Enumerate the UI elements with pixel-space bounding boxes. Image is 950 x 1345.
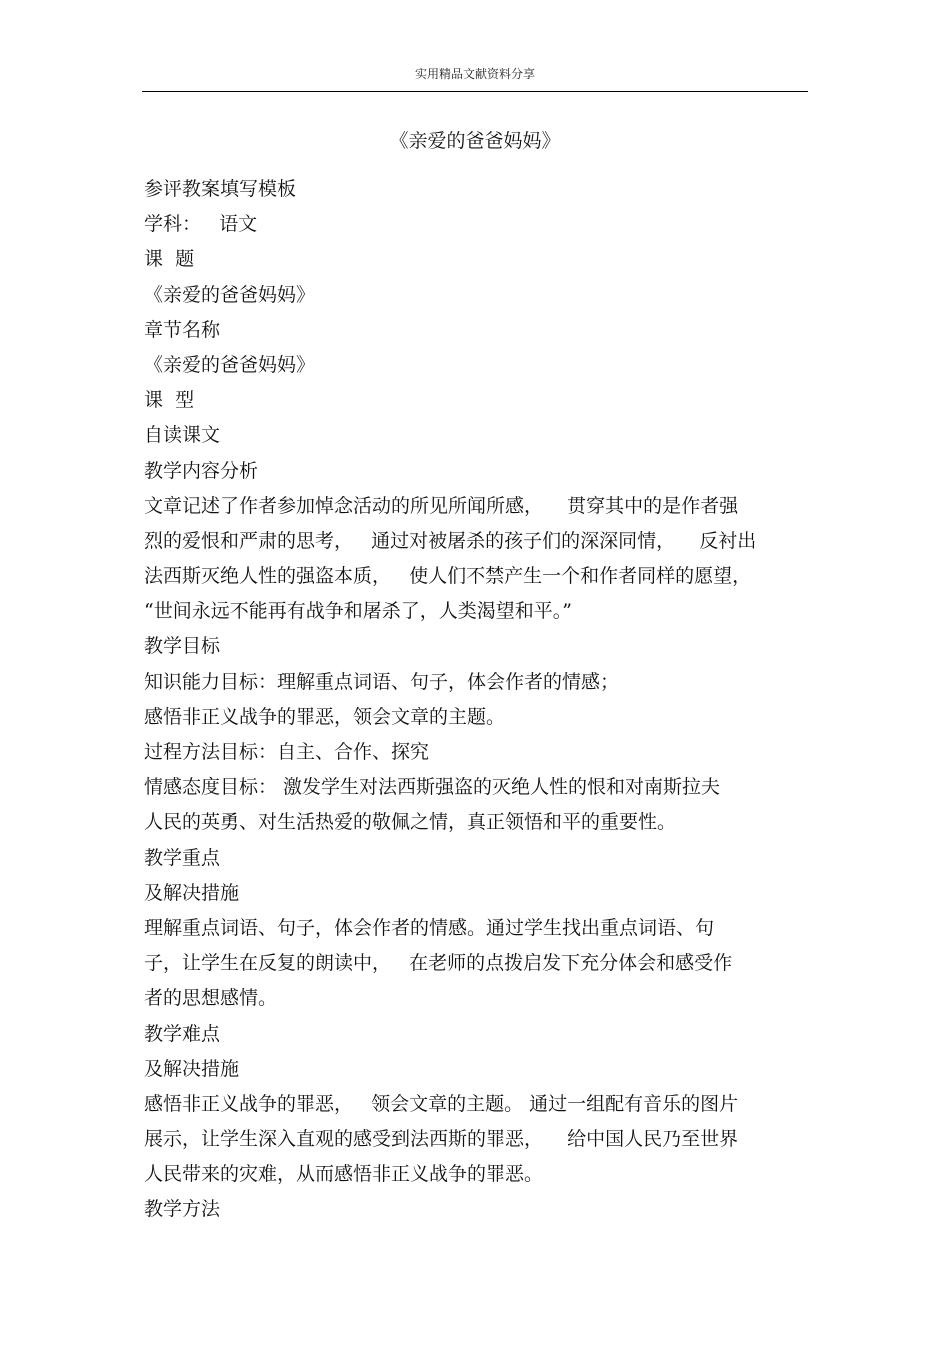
text-line: 法西斯灭绝人性的强盗本质， 使人们不禁产生一个和作者同样的愿望， [144,565,752,588]
text-line: 情感态度目标： 激发学生对法西斯强盗的灭绝人性的恨和对南斯拉夫 [144,776,721,799]
header-divider [142,91,808,92]
text-line: 知识能力目标：理解重点词语、句子，体会作者的情感； [144,670,620,693]
text-line: 教学难点 [144,1022,221,1045]
text-line: 参评教案填写模板 [144,178,297,200]
text-line: 展示，让学生深入直观的感受到法西斯的罪恶， 给中国人民乃至世界 [144,1128,739,1151]
text-line: 及解决措施 [144,881,240,904]
text-line: 课 题 [144,248,195,271]
text-line: 者的思想感情。 [144,987,278,1010]
text-line: 烈的爱恨和严肃的思考， 通过对被屠杀的孩子们的深深同情， 反衬出 [144,529,757,552]
text-line: 教学重点 [144,846,221,869]
document-title: 《亲爱的爸爸妈妈》 [389,130,561,152]
text-line: 教学方法 [144,1198,221,1221]
text-line: 感悟非正义战争的罪恶， 领会文章的主题。 通过一组配有音乐的图片 [144,1092,739,1115]
text-line: 《亲爱的爸爸妈妈》 [144,353,316,376]
text-line: 子，让学生在反复的朗读中， 在老师的点拨启发下充分体会和感受作 [144,952,733,975]
text-line: 教学目标 [144,635,221,658]
text-line: 过程方法目标：自主、合作、探究 [144,741,430,763]
text-line: “世间永远不能再有战争和屠杀了，人类渴望和平。” [144,600,572,623]
text-line: 文章记述了作者参加悼念活动的所见所闻所感， 贯穿其中的是作者强 [144,494,739,517]
text-line: 自读课文 [144,424,221,447]
document-body [144,172,808,1228]
text-line: 《亲爱的爸爸妈妈》 [144,283,316,306]
text-line: 章节名称 [144,318,221,341]
page-header: 实用精品文献资料分享 [414,67,535,81]
text-line: 人民带来的灾难，从而感悟非正义战争的罪恶。 [144,1163,544,1186]
text-line: 及解决措施 [144,1057,240,1080]
text-line: 课 型 [144,389,195,412]
text-line: 感悟非正义战争的罪恶，领会文章的主题。 [144,705,506,728]
text-line: 教学内容分析 [144,459,259,482]
text-line: 学科： 语文 [144,213,258,236]
text-line: 人民的英勇、对生活热爱的敬佩之情，真正领悟和平的重要性。 [144,811,677,834]
text-line: 理解重点词语、句子，体会作者的情感。通过学生找出重点词语、句 [144,916,715,939]
